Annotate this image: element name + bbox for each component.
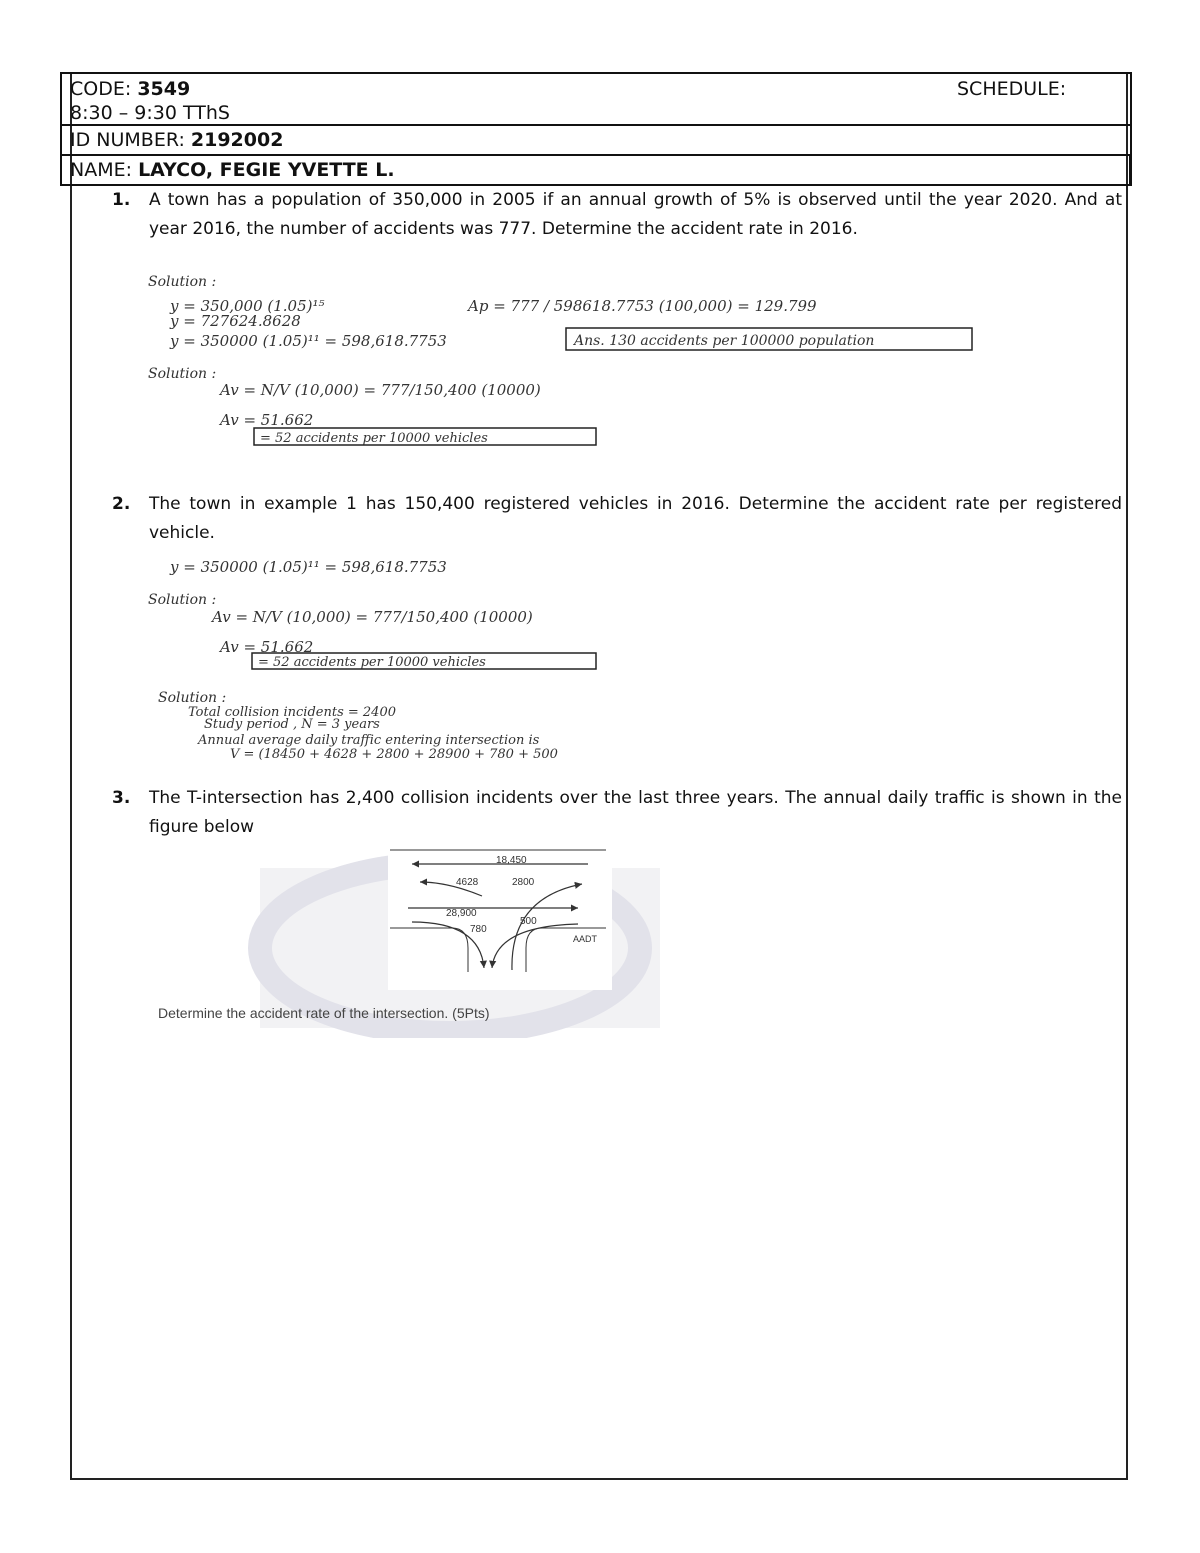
handwritten-solution-2 bbox=[140, 552, 1000, 772]
aadt-label: AADT bbox=[573, 934, 598, 944]
volume-label: 28,900 bbox=[446, 908, 477, 919]
total-collisions: Total collision incidents = 2400 bbox=[188, 705, 396, 720]
question-3 bbox=[112, 784, 1122, 842]
population-2016: y = 350000 (1.05)¹¹ = 598,618.7753 bbox=[170, 558, 447, 576]
question-number: 1. bbox=[112, 190, 131, 210]
volume-label: 780 bbox=[470, 924, 487, 935]
accident-rate-population-formula: Ap = 777 / 598618.7753 (100,000) = 129.799 bbox=[468, 297, 817, 315]
figure-background bbox=[388, 850, 612, 990]
adt-statement: Annual average daily traffic entering intersection is bbox=[198, 733, 540, 748]
population-formula: y = 350,000 (1.05)¹⁵ bbox=[170, 297, 325, 315]
question-1 bbox=[112, 186, 1122, 244]
accident-rate-vehicle-result: Av = 51.662 bbox=[220, 411, 314, 429]
code-schedule-row bbox=[60, 72, 1132, 126]
intersection-figure bbox=[150, 838, 670, 1038]
accident-rate-vehicle-formula: Av = N/V (10,000) = 777/150,400 (10000) bbox=[212, 608, 533, 626]
name-row bbox=[60, 154, 1132, 186]
code-label: CODE: bbox=[70, 78, 138, 100]
volume-label: 2800 bbox=[512, 877, 535, 888]
solution-heading: Solution : bbox=[148, 592, 217, 608]
accident-rate-vehicle-formula: Av = N/V (10,000) = 777/150,400 (10000) bbox=[220, 381, 541, 399]
population-2016: y = 350000 (1.05)¹¹ = 598,618.7753 bbox=[170, 332, 447, 350]
schedule-time: 8:30 – 9:30 TThS bbox=[70, 102, 230, 124]
solution-heading: Solution : bbox=[158, 690, 227, 706]
question-text: The town in example 1 has 150,400 registered vehicles in 2016. Determine the accident rate per registered vehicle. bbox=[149, 494, 1122, 543]
id-label: ID NUMBER: bbox=[70, 129, 191, 151]
volume-sum: V = (18450 + 4628 + 2800 + 28900 + 780 + 500 bbox=[230, 747, 558, 762]
handwritten-solution-1 bbox=[140, 268, 1000, 474]
volume-label: 4628 bbox=[456, 877, 479, 888]
name-label: NAME: bbox=[70, 159, 139, 181]
student-info-header bbox=[60, 72, 1132, 186]
volume-label: 500 bbox=[520, 916, 537, 927]
name-value: LAYCO, FEGIE YVETTE L. bbox=[138, 159, 395, 181]
answer-population: Ans. 130 accidents per 100000 population bbox=[574, 333, 875, 349]
id-field bbox=[70, 129, 283, 151]
code-value: 3549 bbox=[137, 78, 191, 100]
answer-vehicles: = 52 accidents per 10000 vehicles bbox=[258, 655, 486, 670]
question-number: 3. bbox=[112, 788, 131, 808]
id-row bbox=[60, 124, 1132, 156]
population-2020: y = 727624.8628 bbox=[170, 312, 301, 330]
code-field bbox=[70, 78, 190, 100]
id-value: 2192002 bbox=[190, 129, 284, 151]
question-2 bbox=[112, 490, 1122, 548]
answer-vehicles: = 52 accidents per 10000 vehicles bbox=[260, 431, 488, 446]
name-field bbox=[70, 159, 395, 181]
schedule-label: SCHEDULE: bbox=[957, 78, 1067, 100]
solution-heading: Solution : bbox=[148, 274, 217, 290]
study-period: Study period , N = 3 years bbox=[204, 717, 380, 732]
question-number: 2. bbox=[112, 494, 131, 514]
accident-rate-vehicle-result: Av = 51.662 bbox=[220, 638, 314, 656]
question-text: The T-intersection has 2,400 collision incidents over the last three years. The annual daily traffic is shown in the figure below bbox=[149, 788, 1122, 837]
figure-caption: Determine the accident rate of the intersection. (5Pts) bbox=[158, 1005, 490, 1021]
question-text: A town has a population of 350,000 in 2005 if an annual growth of 5% is observed until the year 2020. And at year 2016, the number of accidents was 777. Determine the accident rate in 2016. bbox=[149, 190, 1122, 239]
solution-heading: Solution : bbox=[148, 366, 217, 382]
volume-label: 18,450 bbox=[496, 855, 527, 866]
